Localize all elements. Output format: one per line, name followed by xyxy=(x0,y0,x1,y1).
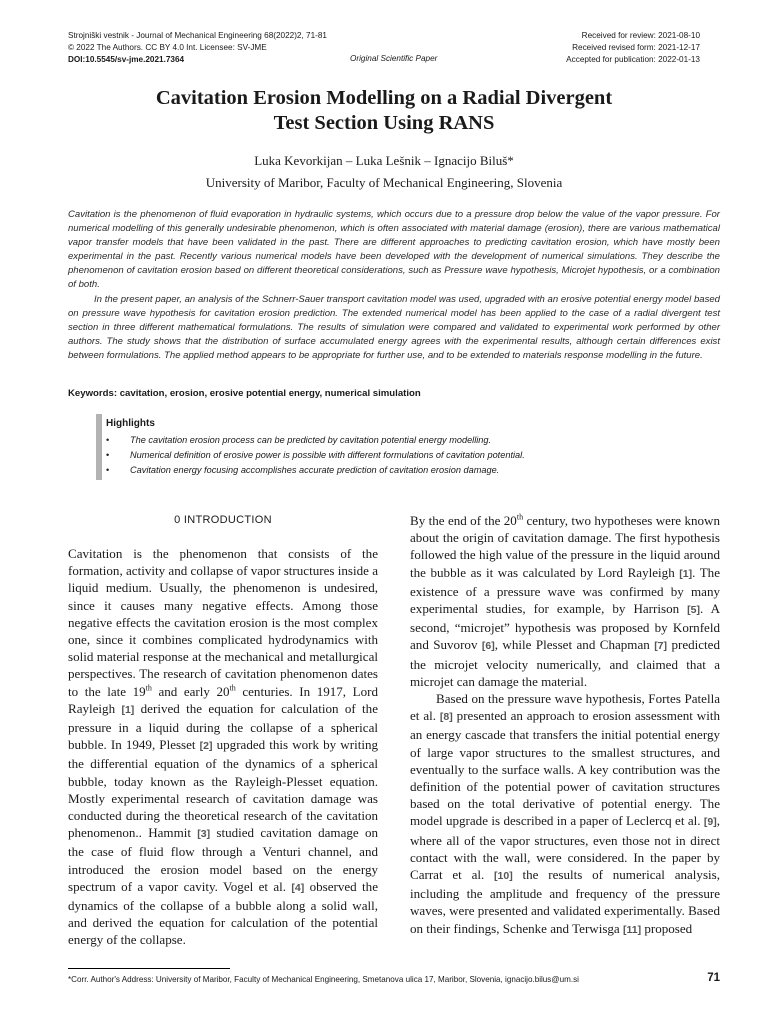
license-line: © 2022 The Authors. CC BY 4.0 Int. Licensee: SV-JME xyxy=(68,43,267,52)
doi-link[interactable]: DOI:10.5545/sv-jme.2021.7364 xyxy=(68,55,185,64)
citation-link[interactable]: [2] xyxy=(199,740,213,753)
body-column-left xyxy=(68,545,378,949)
intro-paragraph-2: By the end of the 20th century, two hypotheses were known about the origin of cavitation damage. The first hypothesis followed the high value of the pressure in the liquid around the bubble as it was calculated by Lord Rayleigh [1]. The existence of a pressure wave was confirmed by many experimental studies, for example, by Harrison [5]. A second, “microjet” hypothesis was proposed by Kornfeld and Suvorov [6], while Plesset and Chapman [7] predicted the microjet velocity numerically, and claimed that a microjet can damage the material. xyxy=(410,512,720,689)
citation-link[interactable]: [4] xyxy=(291,881,305,894)
paper-type: Original Scientific Paper xyxy=(350,54,438,63)
revised-date: Received revised form: 2021-12-17 xyxy=(572,43,700,52)
journal-citation: Strojniški vestnik - Journal of Mechanical Engineering 68(2022)2, 71-81 xyxy=(68,31,327,40)
citation-link[interactable]: [11] xyxy=(623,923,642,936)
citation-link[interactable]: [7] xyxy=(654,640,668,653)
body-column-right xyxy=(410,512,720,939)
highlight-item xyxy=(106,448,525,463)
citation-link[interactable]: [10] xyxy=(494,870,513,883)
intro-paragraph-3: Based on the pressure wave hypothesis, Fortes Patella et al. [8] presented an approach to erosion assessment with an energy cascade that transfers the initial potential energy of large vapor structures to the smallest structures, and eventually to the surface walls. A key contribution was the definition of the potential power of cavitation structures based on the total derivative of potential energy. The model upgrade is described in a paper of Leclercq et al. [9], where all of the vapor structures, even those not in direct contact with the wall, were considered. In the paper by Carrat et al. [10] the results of numerical analysis, including the amplitude and frequency of the pressure waves, were presented and validated experimentally. Based on their findings, Schenke and Terwisga [11] proposed xyxy=(410,691,720,936)
review-dates xyxy=(566,30,700,66)
title-line-1: Cavitation Erosion Modelling on a Radial Divergent xyxy=(155,87,613,109)
bullet-icon: • xyxy=(106,435,110,445)
abstract xyxy=(68,208,720,363)
intro-paragraph-1: Cavitation is the phenomenon that consists of the formation, activity and collapse of vapor structures inside a liquid medium. Usually, the phenomenon is undesired, since it causes many negative effects. Among those negative effects the cavitation erosion is the most complex one, since it combines complicated hydrodynamics with solid material response at the mechanical and metallurgical perspectives. The research of cavitation phenomenon dates to the late 19th and early 20th centuries. In 1917, Lord Rayleigh [1] derived the equation for calculation of the pressure in a liquid during the collapse of a spherical bubble. In 1949, Plesset [2] upgraded this work by writing the differential equation of the dynamics of a spherical bubble, today known as the Rayleigh-Plesset equation. Mostly experimental research of cavitation damage was conducted during the theoretical research of the cavitation phenomenon.. Hammit [3] studied cavitation damage on the case of fluid flow through a Venturi channel, and introduced the erosion model based on the energy spectrum of a vapor cavity. Vogel et al. [4] observed the dynamics of the collapse of a bubble along a solid wall, and derived the equation for calculation of the potential energy of the collapse. xyxy=(68,546,379,948)
author-list: Luka Kevorkijan – Luka Lešnik – Ignacijo Biluš* xyxy=(254,153,514,168)
bullet-icon: • xyxy=(106,465,110,475)
page-number: 71 xyxy=(707,972,720,984)
highlight-text: Numerical definition of erosive power is possible with different formulations of cavitation potential. xyxy=(130,450,525,460)
highlights-list xyxy=(106,433,525,478)
citation-link[interactable]: [6] xyxy=(481,640,495,653)
abstract-paragraph-1: Cavitation is the phenomenon of fluid evaporation in hydraulic systems, which occurs due to a pressure drop below the value of the vapor pressure. For numerical modelling of this generally undesirable phenomenon, which is often associated with material damage (erosion), there are various mathematical vapor transfer models that have been validated in the past. There are different approaches to predicting cavitation erosion, which have mostly been experimental in the past. Recently various numerical models have been developed with the development of numerical simulations. They describe the phenomenon of cavitation erosion based on different theoretical considerations, such as Pressure wave hypothesis, Microjet hypothesis, or a combination of both. xyxy=(68,209,720,291)
highlights-title: Highlights xyxy=(106,418,155,429)
citation-link[interactable]: [3] xyxy=(197,828,211,841)
accepted-date: Accepted for publication: 2022-01-13 xyxy=(566,55,700,64)
section-heading-introduction: 0 INTRODUCTION xyxy=(174,514,272,526)
citation-link[interactable]: [1] xyxy=(679,567,693,580)
citation-link[interactable]: [9] xyxy=(703,816,717,829)
title-line-2: Test Section Using RANS xyxy=(273,112,495,134)
journal-header xyxy=(68,30,327,66)
bullet-icon: • xyxy=(106,450,110,460)
affiliation: University of Maribor, Faculty of Mechanical Engineering, Slovenia xyxy=(205,175,563,190)
corresponding-author-footnote: *Corr. Author's Address: University of Maribor, Faculty of Mechanical Engineering, Smetanova ulica 17, Maribor, Slovenia, ignacijo.bilus@um.si xyxy=(68,975,579,984)
footnote-divider xyxy=(68,968,230,969)
received-date: Received for review: 2021-08-10 xyxy=(581,31,700,40)
keywords: Keywords: cavitation, erosion, erosive potential energy, numerical simulation xyxy=(68,388,421,399)
citation-link[interactable]: [5] xyxy=(687,604,700,617)
highlight-item xyxy=(106,433,525,448)
highlights-box xyxy=(96,414,702,480)
paper-title xyxy=(68,86,700,136)
abstract-paragraph-2: In the present paper, an analysis of the Schnerr-Sauer transport cavitation model was used, upgraded with an erosive potential energy model based on pressure wave hypothesis for cavitation erosion prediction. The extended numerical model has been applied to the case of a radial divergent test section in three different mathematical formulations. The results of simulation were compared and validated to experimental work performed by other authors. The study shows that the distribution of surface accumulated energy agrees with the experimental results, although certain differences exist between formulations. The applied method appears to be appropriate for further use, and to be extended to materials response modelling in the future. xyxy=(68,293,720,361)
citation-link[interactable]: [8] xyxy=(439,711,453,724)
highlight-text: The cavitation erosion process can be predicted by cavitation potential energy modelling. xyxy=(130,435,492,445)
highlight-item xyxy=(106,463,525,478)
citation-link[interactable]: [1] xyxy=(121,703,135,716)
highlight-text: Cavitation energy focusing accomplishes accurate prediction of cavitation erosion damage. xyxy=(130,465,500,475)
